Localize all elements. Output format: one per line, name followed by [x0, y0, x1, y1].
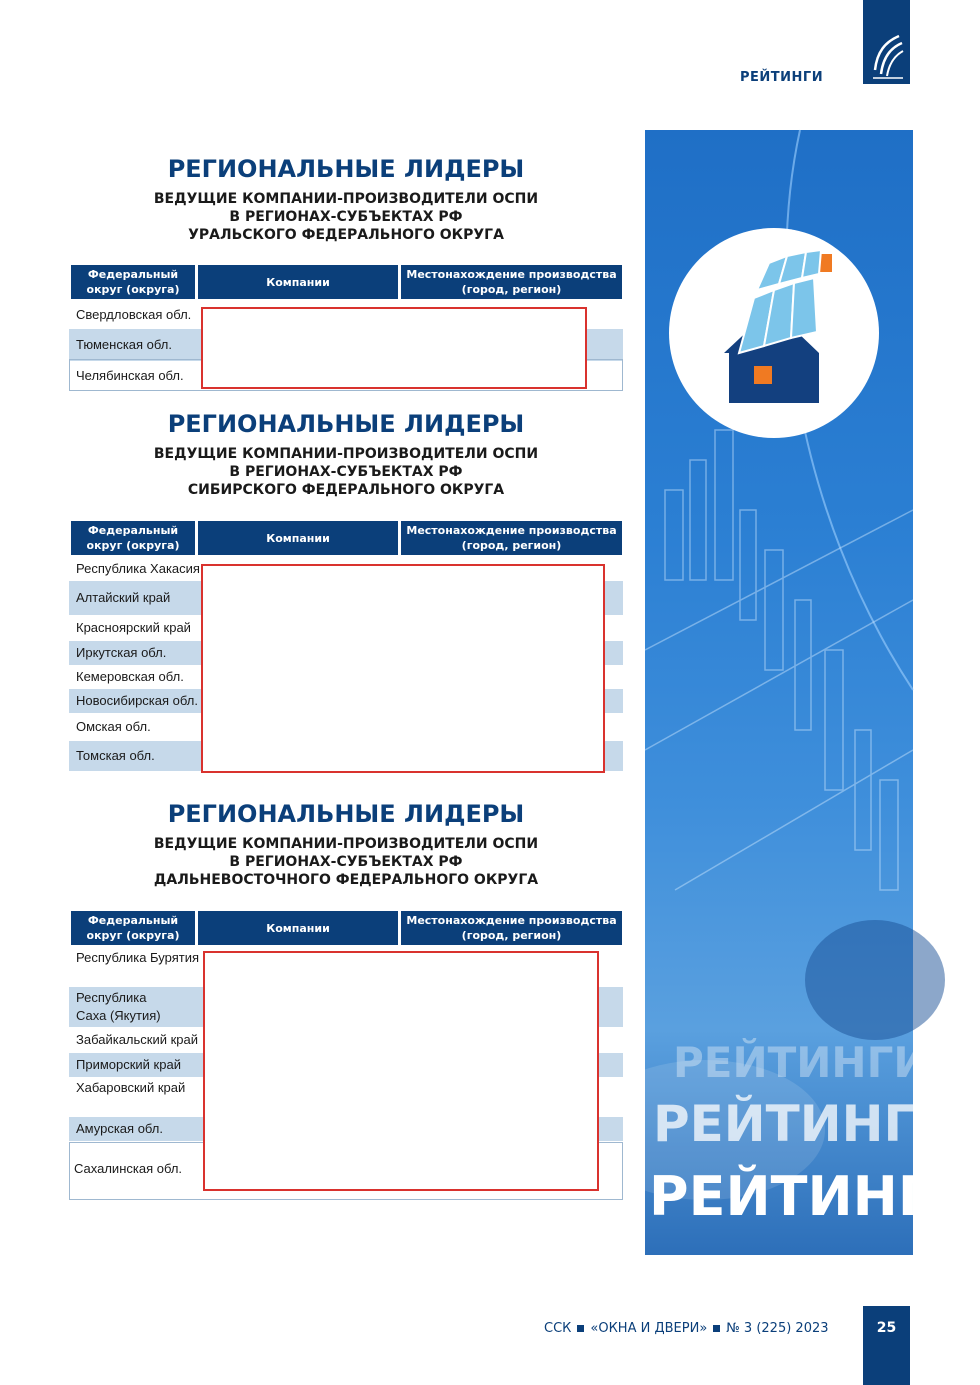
col-header-company: Компании: [198, 911, 398, 945]
table-header: [69, 521, 623, 557]
house-window-icon: [669, 228, 879, 438]
region-cell: Республика Хакасия: [76, 561, 200, 576]
subtitle-line: УРАЛЬСКОГО ФЕДЕРАЛЬНОГО ОКРУГА: [188, 227, 504, 243]
region-cell: Сахалинская обл.: [74, 1161, 183, 1176]
section-title: РЕГИОНАЛЬНЫЕ ЛИДЕРЫ: [167, 410, 525, 438]
square-bullet-icon: [577, 1325, 584, 1332]
region-cell: Томская обл.: [76, 748, 155, 763]
subtitle-line: ВЕДУЩИЕ КОМПАНИИ-ПРОИЗВОДИТЕЛИ ОСПИ: [153, 836, 539, 852]
region-cell: Забайкальский край: [76, 1032, 199, 1047]
table-header: [69, 911, 623, 947]
region-cell: Новосибирская обл.: [76, 693, 198, 708]
subtitle-line: СИБИРСКОГО ФЕДЕРАЛЬНОГО ОКРУГА: [187, 482, 505, 498]
region-cell: Свердловская обл.: [76, 307, 192, 322]
square-bullet-icon: [713, 1325, 720, 1332]
footer-part: ССК: [544, 1321, 572, 1336]
col-header-location: Местонахождение производства (город, регион): [401, 521, 622, 555]
section-title: РЕГИОНАЛЬНЫЕ ЛИДЕРЫ: [167, 155, 525, 183]
subtitle-line: В РЕГИОНАХ-СУБЪЕКТАХ РФ: [229, 209, 463, 225]
subtitle-line: В РЕГИОНАХ-СУБЪЕКТАХ РФ: [229, 854, 463, 870]
magazine-logo-icon: [863, 0, 910, 84]
col-header-company: Компании: [198, 265, 398, 299]
banner-word-1: РЕЙТИНГИ: [673, 1038, 929, 1087]
section-subtitle: [70, 835, 622, 889]
redacted-area: [201, 307, 587, 389]
banner-word-2: РЕЙТИНГИ: [653, 1095, 958, 1153]
footer-part: «ОКНА И ДВЕРИ»: [590, 1321, 708, 1336]
col-header-location: Местонахождение производства (город, регион): [401, 911, 622, 945]
col-header-region: Федеральный округ (округа): [71, 521, 195, 555]
redacted-area: [201, 564, 605, 773]
region-cell: Алтайский край: [76, 590, 171, 605]
region-cell: Амурская обл.: [76, 1121, 163, 1136]
section-subtitle: [70, 445, 622, 499]
subtitle-line: ДАЛЬНЕВОСТОЧНОГО ФЕДЕРАЛЬНОГО ОКРУГА: [153, 872, 539, 888]
footer-part: № 3 (225) 2023: [726, 1321, 829, 1336]
footer-publication: [544, 1321, 829, 1336]
page-number: 25: [876, 1320, 897, 1336]
col-header-region: Федеральный округ (округа): [71, 911, 195, 945]
region-cell: Иркутская обл.: [76, 645, 167, 660]
region-cell: Омская обл.: [76, 719, 151, 734]
ural-table: [69, 265, 623, 391]
section-title: РЕГИОНАЛЬНЫЕ ЛИДЕРЫ: [167, 800, 525, 828]
col-header-company: Компании: [198, 521, 398, 555]
header-tab: [863, 0, 910, 84]
section-label: РЕЙТИНГИ: [740, 70, 824, 85]
page-number-box: [863, 1306, 910, 1385]
region-cell: Тюменская обл.: [76, 337, 172, 352]
redacted-area: [203, 951, 599, 1191]
siberia-table: [69, 521, 623, 771]
region-cell: Республика Саха (Якутия): [76, 990, 161, 1023]
region-cell: Челябинская обл.: [76, 368, 184, 383]
subtitle-line: ВЕДУЩИЕ КОМПАНИИ-ПРОИЗВОДИТЕЛИ ОСПИ: [153, 191, 539, 207]
subtitle-line: В РЕГИОНАХ-СУБЪЕКТАХ РФ: [229, 464, 463, 480]
subtitle-line: ВЕДУЩИЕ КОМПАНИИ-ПРОИЗВОДИТЕЛИ ОСПИ: [153, 446, 539, 462]
ratings-banner: [645, 130, 978, 1255]
col-header-location: Местонахождение производства (город, регион): [401, 265, 622, 299]
house-logo: [669, 228, 879, 438]
table-header: [69, 265, 623, 301]
region-cell: Хабаровский край: [76, 1080, 186, 1095]
section-subtitle: [70, 190, 622, 244]
region-cell: Кемеровская обл.: [76, 669, 184, 684]
banner-word-3: РЕЙТИНГИ: [649, 1165, 978, 1228]
region-cell: Республика Бурятия: [76, 950, 200, 965]
region-cell: Приморский край: [76, 1057, 181, 1072]
col-header-region: Федеральный округ (округа): [71, 265, 195, 299]
far-east-table: [69, 911, 623, 1197]
region-cell: Красноярский край: [76, 620, 191, 635]
